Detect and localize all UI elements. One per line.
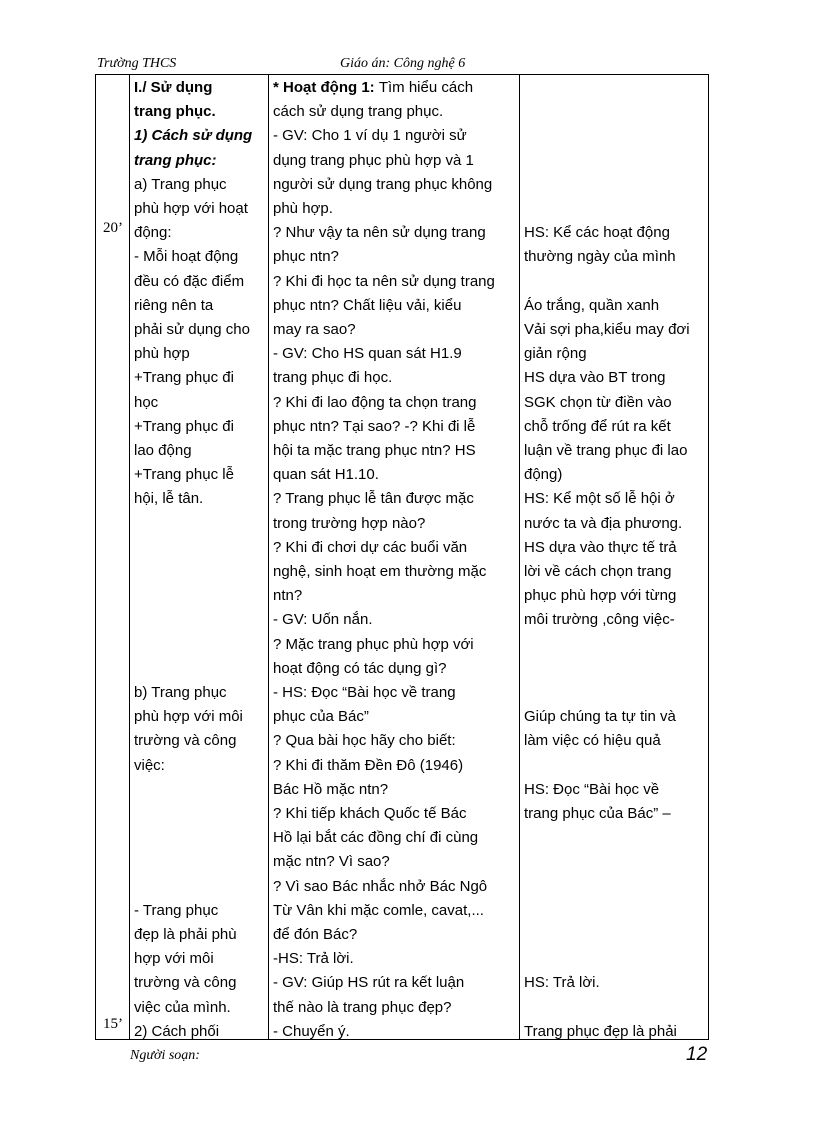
text-line: - Trang phục <box>134 901 219 919</box>
time-label-2: 15’ <box>103 1016 123 1032</box>
text-line: - Chuyển ý. <box>273 1022 350 1040</box>
text-line: đẹp là phải phù <box>134 926 237 943</box>
text-line: trang phục của Bác” – <box>524 805 671 822</box>
text-line: +Trang phục lễ <box>134 466 234 484</box>
text-line: Hồ lại bắt các đồng chí đi cùng <box>273 829 479 847</box>
text-line: ? Khi tiếp khách Quốc tế Bác <box>273 805 467 822</box>
teacher-activity-column <box>269 74 520 1040</box>
text-line: đều có đặc điểm <box>134 272 245 290</box>
page-header <box>97 56 708 74</box>
text-line: I./ Sử dụng <box>134 79 213 96</box>
text-line: SGK chọn từ điền vào <box>524 393 672 411</box>
text-line: Trang phục đẹp là phải <box>524 1022 677 1040</box>
text-line: ? Trang phục lễ tân được mặc <box>273 490 474 508</box>
text-line: riêng nên ta <box>134 296 214 314</box>
activity-heading: * Hoạt động 1: <box>273 79 379 96</box>
text-line: Giúp chúng ta tự tin và <box>524 708 676 726</box>
text-line: trang phục. <box>134 103 216 121</box>
text-line: làm việc có hiệu quả <box>524 732 661 750</box>
text-line: nghệ, sinh hoạt em thường mặc <box>273 563 487 580</box>
text-line: trường và công <box>134 974 237 992</box>
text-line: người sử dụng trang phục không <box>273 175 493 193</box>
text-line: - GV: Cho 1 ví dụ 1 người sử <box>273 127 467 145</box>
text-line: HS dựa vào thực tế trả <box>524 538 677 556</box>
text-line <box>273 78 473 98</box>
text-line: mặc ntn? Vì sao? <box>273 853 390 871</box>
text-line: HS: Trả lời. <box>524 974 600 992</box>
text-line: 2) Cách phối <box>134 1022 220 1040</box>
text-line: phục ntn? Chất liệu vải, kiểu <box>273 296 462 314</box>
text-line: phù hợp với hoạt <box>134 200 248 217</box>
text-line: Vải sợi pha,kiểu may đơi <box>524 321 690 338</box>
text-line: việc của mình. <box>134 998 231 1016</box>
text-line: ntn? <box>273 587 303 605</box>
text-line: để đón Bác? <box>273 926 358 943</box>
text-line: phục ntn? Tại sao? -? Khi đi lễ <box>273 417 476 435</box>
text-line: ? Khi đi chơi dự các buổi văn <box>273 538 468 556</box>
text-line: may ra sao? <box>273 321 356 338</box>
text-line: Từ Vân khi mặc comle, cavat,... <box>273 901 484 919</box>
text-line: ? Mặc trang phục phù hợp với <box>273 635 474 653</box>
text-line: - GV: Uốn nắn. <box>273 611 373 629</box>
text-line: hợp với môi <box>134 950 214 968</box>
text-line: a) Trang phục <box>134 175 227 193</box>
page-number: 12 <box>686 1044 708 1065</box>
time-label-1: 20’ <box>103 220 123 236</box>
text-line: phải sử dụng cho <box>134 321 250 338</box>
text-line: lao động <box>134 442 192 459</box>
text-line: b) Trang phục <box>134 684 227 701</box>
author-label: Người soạn: <box>130 1048 200 1063</box>
text-line: trang phục đi học. <box>273 369 393 387</box>
student-activity-column <box>520 74 709 1040</box>
text-line: - GV: Giúp HS rút ra kết luận <box>273 974 465 992</box>
text-line: chỗ trống để rút ra kết <box>524 417 671 435</box>
text-line: phù hợp với môi <box>134 708 243 726</box>
text-line: HS: Kể một số lễ hội ở <box>524 490 675 508</box>
text-line: ? Qua bài học hãy cho biết: <box>273 732 456 750</box>
text-line: ? Như vậy ta nên sử dụng trang <box>273 224 486 242</box>
text-line: +Trang phục đi <box>134 369 234 387</box>
text-line: dụng trang phục phù hợp và 1 <box>273 151 474 169</box>
lesson-table <box>95 74 709 1040</box>
text-line: luận về trang phục đi lao <box>524 442 688 459</box>
text-line: phục phù hợp với từng <box>524 587 677 605</box>
text-line: hoạt động có tác dụng gì? <box>273 659 447 677</box>
text-line: cách sử dụng trang phục. <box>273 103 444 121</box>
text-line: hội ta mặc trang phục ntn? HS <box>273 442 476 459</box>
text-line: HS dựa vào BT trong <box>524 369 666 387</box>
text-line: phù hợp <box>134 345 190 363</box>
text-line: trong trường hợp nào? <box>273 514 426 532</box>
text-line: quan sát H1.10. <box>273 466 379 484</box>
text-line: Áo trắng, quần xanh <box>524 296 660 314</box>
text-line: trường và công <box>134 732 237 750</box>
text-line: HS: Đọc “Bài học về <box>524 780 660 798</box>
text-line: học <box>134 393 159 411</box>
text-line: - Mỗi hoạt động <box>134 248 239 266</box>
text-line: nước ta và địa phương. <box>524 514 683 532</box>
text-line: HS: Kể các hoạt động <box>524 224 670 242</box>
text-line: ? Khi đi học ta nên sử dụng trang <box>273 272 495 290</box>
text-line: phù hợp. <box>273 200 333 217</box>
text-line: +Trang phục đi <box>134 417 234 435</box>
time-column <box>96 74 130 1040</box>
text-line: trang phục: <box>134 151 217 169</box>
text-line: môi trường ,công việc- <box>524 611 675 629</box>
text-line: Bác Hồ mặc ntn? <box>273 780 389 798</box>
text-line: giản rộng <box>524 345 587 363</box>
lesson-plan-title: Giáo án: Công nghệ 6 <box>340 56 466 71</box>
content-column <box>130 74 269 1040</box>
text-line: việc: <box>134 756 165 774</box>
text-line: động: <box>134 224 172 242</box>
text-line: ? Khi đi thăm Đền Đô (1946) <box>273 756 464 774</box>
text-line: phục ntn? <box>273 248 339 266</box>
table-row <box>96 74 709 1040</box>
text-line: động) <box>524 466 563 484</box>
school-name: Trường THCS <box>97 56 177 71</box>
activity-heading-rest: Tìm hiểu cách <box>378 79 474 96</box>
text-line: -HS: Trả lời. <box>273 950 354 968</box>
text-line: thường ngày của mình <box>524 248 676 266</box>
text-line: 1) Cách sử dụng <box>134 127 253 145</box>
text-line: lời về cách chọn trang <box>524 563 672 580</box>
text-line: - GV: Cho HS quan sát H1.9 <box>273 345 462 363</box>
text-line: ? Khi đi lao động ta chọn trang <box>273 393 477 411</box>
text-line: phục của Bác” <box>273 708 369 726</box>
text-line: ? Vì sao Bác nhắc nhở Bác Ngô <box>273 877 488 895</box>
text-line: thế nào là trang phục đẹp? <box>273 998 452 1016</box>
text-line: - HS: Đọc “Bài học về trang <box>273 684 456 701</box>
text-line: hội, lễ tân. <box>134 490 204 508</box>
